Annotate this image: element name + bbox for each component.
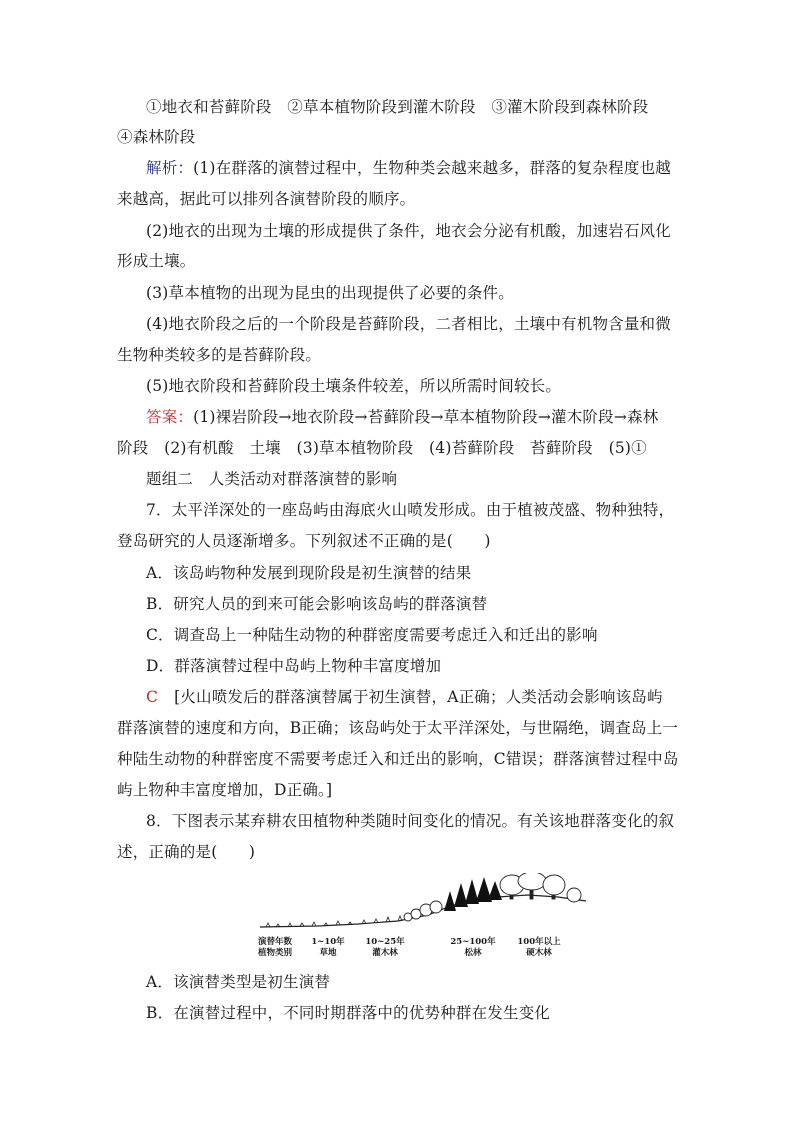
analysis-text: (1)在群落的演替过程中，生物种类会越来越多，群落的复杂程度也越 <box>193 159 671 177</box>
pine-trees <box>444 877 502 911</box>
q7-explanation-1 <box>146 687 663 707</box>
analysis-line-2: 来越高，据此可以排列各演替阶段的顺序。 <box>117 190 416 208</box>
answer-label: 答案： <box>146 408 194 426</box>
stage3-type: 松林 <box>464 948 482 958</box>
analysis-point-5: (5)地衣阶段和苔藓阶段土壤条件较差，所以所需时间较长。 <box>146 377 562 395</box>
q7-option-c: C．调查岛上一种陆生动物的种群密度需要考虑迁入和迁出的影响 <box>146 626 598 644</box>
stage2-type: 灌木林 <box>372 948 398 958</box>
q6-option-4: ④森林阶段 <box>117 128 196 146</box>
q6-option-line: ①地衣和苔藓阶段 ②草本植物阶段到灌木阶段 ③灌木阶段到森林阶段 <box>146 98 649 116</box>
succession-figure <box>258 873 588 959</box>
q7-explanation-text: [火山喷发后的群落演替属于初生演替，A正确；人类活动会影响该岛屿 <box>174 688 663 706</box>
q7-explanation-2: 群落演替的速度和方向，B正确；该岛屿处于太平洋深处，与世隔绝，调查岛上一 <box>117 719 679 737</box>
analysis-point-2: (2)地衣的出现为土壤的形成提供了条件，地衣会分泌有机酸，加速岩石风化 <box>146 222 671 240</box>
analysis-point-4-cont: 生物种类较多的是苔藓阶段。 <box>117 346 322 364</box>
q8-option-b: B．在演替过程中，不同时期群落中的优势种群在发生变化 <box>146 1004 551 1022</box>
q7-option-d: D．群落演替过程中岛屿上物种丰富度增加 <box>146 657 442 675</box>
succession-illustration <box>258 873 588 933</box>
hardwood-trees <box>500 873 581 902</box>
stage1-type: 草地 <box>319 948 337 958</box>
q7-stem-cont: 登岛研究的人员逐渐增多。下列叙述不正确的是( ) <box>117 532 491 550</box>
stage4-type: 硬木林 <box>526 948 552 958</box>
shrubs <box>404 901 442 921</box>
q8-stem-cont: 述，正确的是( ) <box>117 843 256 861</box>
q8-stem: 8．下图表示某弃耕农田植物种类随时间变化的情况。有关该地群落变化的叙 <box>146 812 675 830</box>
row-label-type: 植物类别 <box>258 948 293 958</box>
q7-answer: C <box>146 688 159 706</box>
section-heading: 题组二 人类活动对群落演替的影响 <box>146 470 398 488</box>
q7-stem: 7．太平洋深处的一座岛屿由海底火山喷发形成。由于植被茂盛、物种独特， <box>146 501 675 519</box>
answer-text: (1)裸岩阶段→地衣阶段→苔藓阶段→草本植物阶段→灌木阶段→森林 <box>193 408 659 426</box>
analysis-line-1 <box>146 158 671 178</box>
q7-explanation-3: 种陆生动物的种群密度不需要考虑迁入和迁出的影响，C错误；群落演替过程中岛 <box>117 750 679 768</box>
q7-option-a: A．该岛屿物种发展到现阶段是初生演替的结果 <box>146 564 472 582</box>
answer-line-2: 阶段 (2)有机酸 土壤 (3)草本植物阶段 (4)苔藓阶段 苔藓阶段 (5)① <box>117 439 647 457</box>
analysis-point-3: (3)草本植物的出现为昆虫的出现提供了必要的条件。 <box>146 284 514 302</box>
stage2-years: 10~25年 <box>365 937 405 947</box>
q7-option-b: B．研究人员的到来可能会影响该岛屿的群落演替 <box>146 595 488 613</box>
stage4-years: 100年以上 <box>517 937 561 947</box>
stage3-years: 25~100年 <box>450 937 496 947</box>
q7-explanation-4: 屿上物种丰富度增加，D正确。] <box>117 781 333 799</box>
answer-line-1 <box>146 407 658 427</box>
stage1-years: 1~10年 <box>311 937 345 947</box>
row-label-years: 演替年数 <box>258 937 293 947</box>
analysis-point-4: (4)地衣阶段之后的一个阶段是苔藓阶段，二者相比，土壤中有机物含量和微 <box>146 315 671 333</box>
analysis-point-2-cont: 形成土壤。 <box>117 252 196 270</box>
analysis-label: 解析： <box>146 159 194 177</box>
q8-option-a: A．该演替类型是初生演替 <box>146 973 331 991</box>
